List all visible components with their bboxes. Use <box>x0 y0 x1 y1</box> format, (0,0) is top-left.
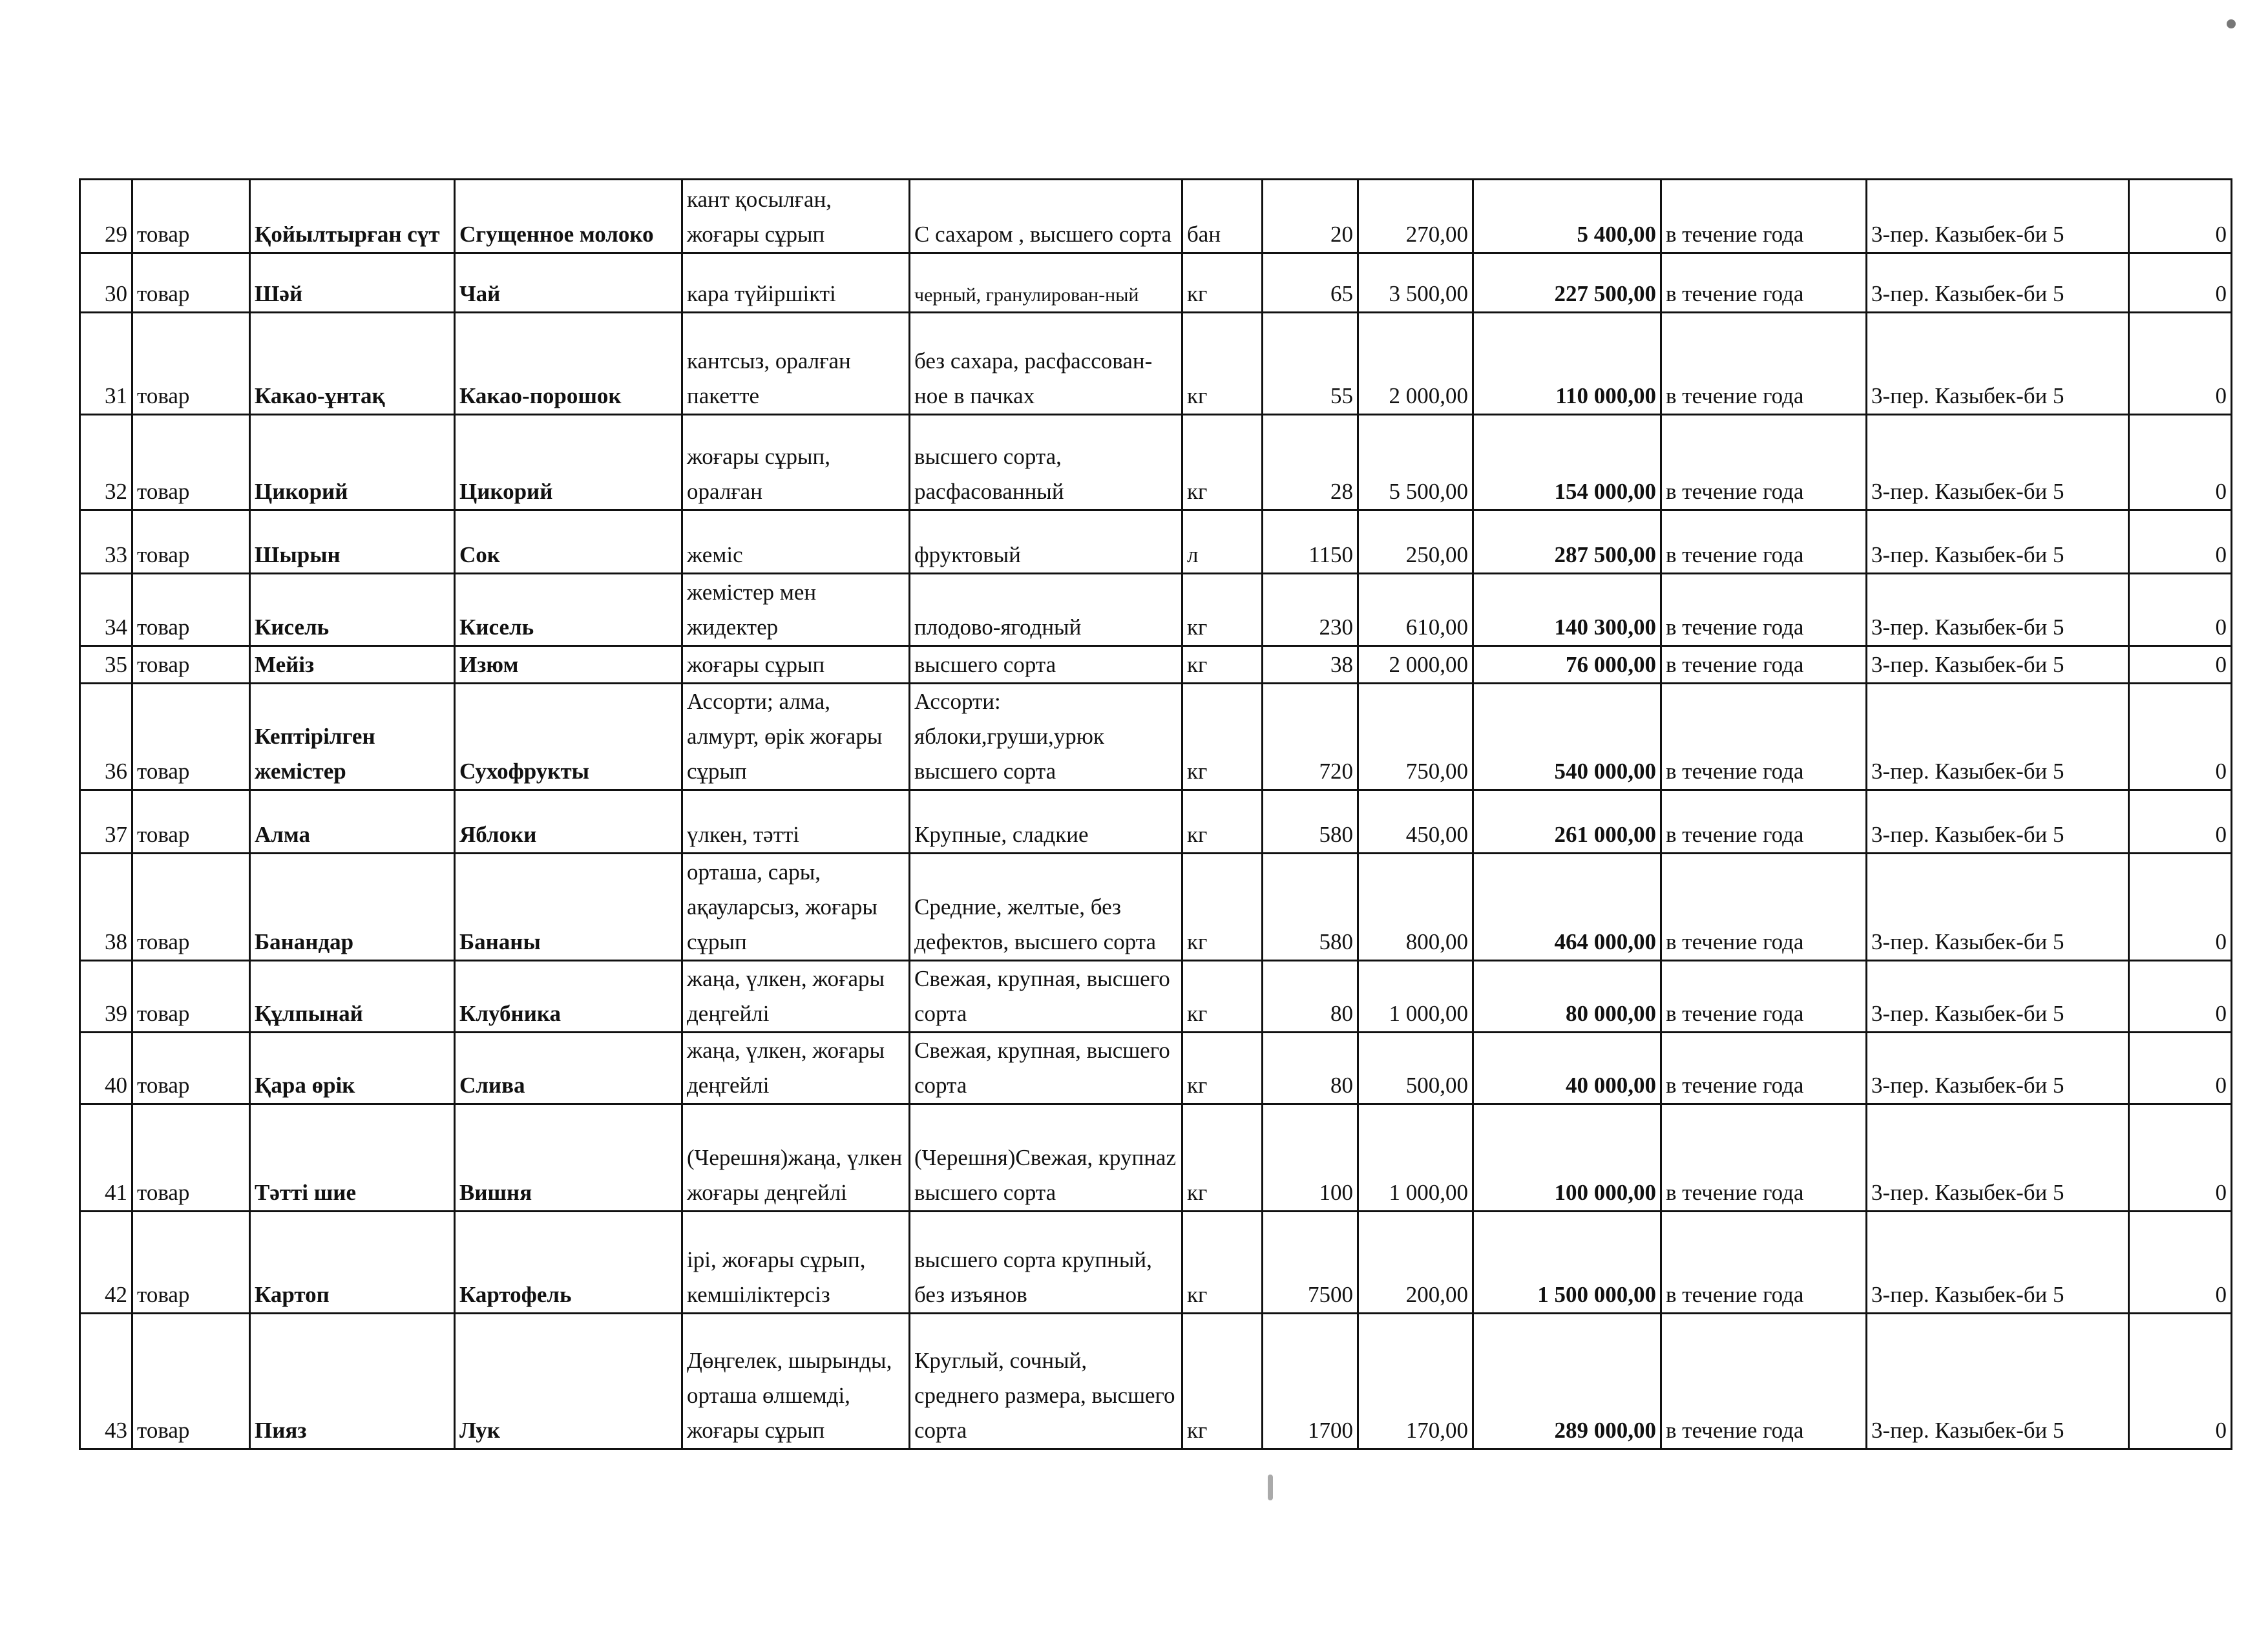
quantity: 580 <box>1263 790 1358 854</box>
product-description-ru: Свежая, крупная, высшего сорта <box>910 961 1182 1033</box>
row-type: товар <box>132 854 250 961</box>
advance-payment: 0 <box>2129 790 2232 854</box>
total-sum: 464 000,00 <box>1473 854 1661 961</box>
product-description-kz: жаңа, үлкен, жоғары деңгейлі <box>682 961 910 1033</box>
row-number: 36 <box>80 684 132 790</box>
row-number: 31 <box>80 313 132 415</box>
quantity: 38 <box>1263 646 1358 684</box>
unit-price: 170,00 <box>1358 1314 1473 1449</box>
scan-speck <box>2227 19 2236 28</box>
delivery-place: 3-пер. Казыбек-би 5 <box>1867 1104 2129 1212</box>
product-name-kz: Қойылтырған сүт <box>250 180 455 253</box>
quantity: 28 <box>1263 415 1358 510</box>
total-sum: 540 000,00 <box>1473 684 1661 790</box>
total-sum: 110 000,00 <box>1473 313 1661 415</box>
row-number: 35 <box>80 646 132 684</box>
quantity: 1150 <box>1263 510 1358 574</box>
row-number: 29 <box>80 180 132 253</box>
row-number: 42 <box>80 1212 132 1314</box>
total-sum: 80 000,00 <box>1473 961 1661 1033</box>
product-description-kz: кантсыз, оралған пакетте <box>682 313 910 415</box>
quantity: 65 <box>1263 253 1358 313</box>
table-row <box>80 854 2232 961</box>
product-description-kz: кара түйіршікті <box>682 253 910 313</box>
advance-payment: 0 <box>2129 684 2232 790</box>
total-sum: 154 000,00 <box>1473 415 1661 510</box>
total-sum: 100 000,00 <box>1473 1104 1661 1212</box>
unit: кг <box>1182 646 1263 684</box>
product-name-ru: Лук <box>455 1314 682 1449</box>
quantity: 20 <box>1263 180 1358 253</box>
product-name-ru: Изюм <box>455 646 682 684</box>
advance-payment: 0 <box>2129 1033 2232 1104</box>
advance-payment: 0 <box>2129 574 2232 646</box>
table-row <box>80 1314 2232 1449</box>
delivery-term: в течение года <box>1661 180 1867 253</box>
quantity: 80 <box>1263 1033 1358 1104</box>
advance-payment: 0 <box>2129 415 2232 510</box>
product-name-kz: Какао-ұнтақ <box>250 313 455 415</box>
product-name-ru: Вишня <box>455 1104 682 1212</box>
unit: кг <box>1182 854 1263 961</box>
delivery-place: 3-пер. Казыбек-би 5 <box>1867 961 2129 1033</box>
total-sum: 76 000,00 <box>1473 646 1661 684</box>
total-sum: 5 400,00 <box>1473 180 1661 253</box>
product-description-ru: черный, гранулирован-ный <box>910 253 1182 313</box>
table-row <box>80 180 2232 253</box>
unit-price: 750,00 <box>1358 684 1473 790</box>
product-name-kz: Картоп <box>250 1212 455 1314</box>
delivery-place: 3-пер. Казыбек-би 5 <box>1867 180 2129 253</box>
unit: кг <box>1182 1314 1263 1449</box>
delivery-place: 3-пер. Казыбек-би 5 <box>1867 415 2129 510</box>
row-type: товар <box>132 684 250 790</box>
product-description-ru: фруктовый <box>910 510 1182 574</box>
unit-price: 2 000,00 <box>1358 313 1473 415</box>
unit-price: 200,00 <box>1358 1212 1473 1314</box>
product-description-ru: высшего сорта, расфасованный <box>910 415 1182 510</box>
unit: кг <box>1182 253 1263 313</box>
row-type: товар <box>132 1212 250 1314</box>
unit: кг <box>1182 1033 1263 1104</box>
advance-payment: 0 <box>2129 510 2232 574</box>
advance-payment: 0 <box>2129 313 2232 415</box>
row-type: товар <box>132 646 250 684</box>
delivery-term: в течение года <box>1661 510 1867 574</box>
quantity: 55 <box>1263 313 1358 415</box>
row-type: товар <box>132 1314 250 1449</box>
product-description-kz: жаңа, үлкен, жоғары деңгейлі <box>682 1033 910 1104</box>
unit: кг <box>1182 961 1263 1033</box>
table-row <box>80 510 2232 574</box>
advance-payment: 0 <box>2129 1314 2232 1449</box>
product-description-ru: без сахара, расфассован-ное в пачках <box>910 313 1182 415</box>
row-number: 30 <box>80 253 132 313</box>
unit-price: 2 000,00 <box>1358 646 1473 684</box>
total-sum: 227 500,00 <box>1473 253 1661 313</box>
unit: кг <box>1182 790 1263 854</box>
product-name-ru: Клубника <box>455 961 682 1033</box>
product-name-ru: Яблоки <box>455 790 682 854</box>
product-description-ru: Свежая, крупная, высшего сорта <box>910 1033 1182 1104</box>
delivery-term: в течение года <box>1661 1314 1867 1449</box>
quantity: 580 <box>1263 854 1358 961</box>
delivery-place: 3-пер. Казыбек-би 5 <box>1867 253 2129 313</box>
delivery-term: в течение года <box>1661 253 1867 313</box>
table-body <box>80 180 2232 1449</box>
product-name-kz: Шырын <box>250 510 455 574</box>
product-name-kz: Тәтті шие <box>250 1104 455 1212</box>
product-description-ru: Круглый, сочный, среднего размера, высшего сорта <box>910 1314 1182 1449</box>
table-row <box>80 574 2232 646</box>
table-row <box>80 415 2232 510</box>
advance-payment: 0 <box>2129 253 2232 313</box>
row-number: 37 <box>80 790 132 854</box>
row-number: 34 <box>80 574 132 646</box>
product-description-kz: жемістер мен жидектер <box>682 574 910 646</box>
product-description-kz: жоғары сұрып, оралған <box>682 415 910 510</box>
row-number: 32 <box>80 415 132 510</box>
product-description-ru: Средние, желтые, без дефектов, высшего сорта <box>910 854 1182 961</box>
table-row <box>80 790 2232 854</box>
unit: кг <box>1182 313 1263 415</box>
row-number: 33 <box>80 510 132 574</box>
quantity: 7500 <box>1263 1212 1358 1314</box>
row-type: товар <box>132 510 250 574</box>
product-name-kz: Кисель <box>250 574 455 646</box>
delivery-term: в течение года <box>1661 1033 1867 1104</box>
delivery-place: 3-пер. Казыбек-би 5 <box>1867 1314 2129 1449</box>
delivery-term: в течение года <box>1661 1212 1867 1314</box>
unit-price: 5 500,00 <box>1358 415 1473 510</box>
product-name-ru: Сок <box>455 510 682 574</box>
delivery-place: 3-пер. Казыбек-би 5 <box>1867 684 2129 790</box>
scan-speck <box>1268 1475 1273 1500</box>
unit-price: 500,00 <box>1358 1033 1473 1104</box>
row-type: товар <box>132 180 250 253</box>
product-name-ru: Кисель <box>455 574 682 646</box>
table-row <box>80 1033 2232 1104</box>
unit: кг <box>1182 415 1263 510</box>
row-type: товар <box>132 961 250 1033</box>
advance-payment: 0 <box>2129 854 2232 961</box>
unit-price: 610,00 <box>1358 574 1473 646</box>
row-type: товар <box>132 313 250 415</box>
unit-price: 3 500,00 <box>1358 253 1473 313</box>
table-row <box>80 253 2232 313</box>
unit-price: 800,00 <box>1358 854 1473 961</box>
product-name-kz: Алма <box>250 790 455 854</box>
delivery-place: 3-пер. Казыбек-би 5 <box>1867 854 2129 961</box>
product-name-ru: Сухофрукты <box>455 684 682 790</box>
delivery-place: 3-пер. Казыбек-би 5 <box>1867 790 2129 854</box>
product-description-kz: ірі, жоғары сұрып, кемшіліктерсіз <box>682 1212 910 1314</box>
unit: кг <box>1182 684 1263 790</box>
quantity: 80 <box>1263 961 1358 1033</box>
delivery-place: 3-пер. Казыбек-би 5 <box>1867 1033 2129 1104</box>
product-name-kz: Мейіз <box>250 646 455 684</box>
product-name-ru: Слива <box>455 1033 682 1104</box>
product-description-kz: Дөңгелек, шырынды, орташа өлшемді, жоғары сұрып <box>682 1314 910 1449</box>
delivery-term: в течение года <box>1661 854 1867 961</box>
table-row <box>80 1212 2232 1314</box>
row-number: 40 <box>80 1033 132 1104</box>
quantity: 1700 <box>1263 1314 1358 1449</box>
unit: кг <box>1182 1212 1263 1314</box>
advance-payment: 0 <box>2129 1104 2232 1212</box>
quantity: 100 <box>1263 1104 1358 1212</box>
row-type: товар <box>132 1104 250 1212</box>
advance-payment: 0 <box>2129 1212 2232 1314</box>
product-description-kz: Ассорти; алма, алмурт, өрік жоғары сұрып <box>682 684 910 790</box>
row-number: 41 <box>80 1104 132 1212</box>
total-sum: 140 300,00 <box>1473 574 1661 646</box>
row-number: 43 <box>80 1314 132 1449</box>
goods-table <box>79 178 2232 1450</box>
unit-price: 1 000,00 <box>1358 961 1473 1033</box>
row-type: товар <box>132 790 250 854</box>
delivery-term: в течение года <box>1661 574 1867 646</box>
product-name-ru: Бананы <box>455 854 682 961</box>
delivery-term: в течение года <box>1661 646 1867 684</box>
unit: бан <box>1182 180 1263 253</box>
product-name-kz: Қара өрік <box>250 1033 455 1104</box>
product-name-ru: Сгущенное молоко <box>455 180 682 253</box>
delivery-place: 3-пер. Казыбек-би 5 <box>1867 574 2129 646</box>
quantity: 720 <box>1263 684 1358 790</box>
product-name-ru: Цикорий <box>455 415 682 510</box>
unit: л <box>1182 510 1263 574</box>
delivery-term: в течение года <box>1661 313 1867 415</box>
delivery-term: в течение года <box>1661 1104 1867 1212</box>
product-description-ru: С сахаром , высшего сорта <box>910 180 1182 253</box>
product-name-kz: Пияз <box>250 1314 455 1449</box>
delivery-term: в течение года <box>1661 684 1867 790</box>
row-type: товар <box>132 1033 250 1104</box>
row-number: 38 <box>80 854 132 961</box>
total-sum: 40 000,00 <box>1473 1033 1661 1104</box>
product-name-kz: Құлпынай <box>250 961 455 1033</box>
table-row <box>80 684 2232 790</box>
delivery-place: 3-пер. Казыбек-би 5 <box>1867 1212 2129 1314</box>
product-name-kz: Шәй <box>250 253 455 313</box>
table-row <box>80 646 2232 684</box>
delivery-term: в течение года <box>1661 790 1867 854</box>
row-type: товар <box>132 574 250 646</box>
unit-price: 1 000,00 <box>1358 1104 1473 1212</box>
product-description-kz: жоғары сұрып <box>682 646 910 684</box>
total-sum: 261 000,00 <box>1473 790 1661 854</box>
product-description-kz: (Черешня)жаңа, үлкен жоғары деңгейлі <box>682 1104 910 1212</box>
table-row <box>80 313 2232 415</box>
advance-payment: 0 <box>2129 180 2232 253</box>
delivery-place: 3-пер. Казыбек-би 5 <box>1867 646 2129 684</box>
delivery-place: 3-пер. Казыбек-би 5 <box>1867 510 2129 574</box>
product-description-kz: жеміс <box>682 510 910 574</box>
product-name-ru: Картофель <box>455 1212 682 1314</box>
product-name-ru: Какао-порошок <box>455 313 682 415</box>
total-sum: 1 500 000,00 <box>1473 1212 1661 1314</box>
delivery-term: в течение года <box>1661 415 1867 510</box>
unit: кг <box>1182 1104 1263 1212</box>
row-number: 39 <box>80 961 132 1033</box>
unit-price: 270,00 <box>1358 180 1473 253</box>
product-description-kz: кант қосылған, жоғары сұрып <box>682 180 910 253</box>
product-description-ru: Ассорти: яблоки,груши,урюк высшего сорта <box>910 684 1182 790</box>
product-name-kz: Банандар <box>250 854 455 961</box>
product-name-kz: Кептірілген жемістер <box>250 684 455 790</box>
delivery-place: 3-пер. Казыбек-би 5 <box>1867 313 2129 415</box>
product-description-kz: үлкен, тәтті <box>682 790 910 854</box>
product-description-ru: Крупные, сладкие <box>910 790 1182 854</box>
product-name-kz: Цикорий <box>250 415 455 510</box>
total-sum: 287 500,00 <box>1473 510 1661 574</box>
table-row <box>80 961 2232 1033</box>
product-description-kz: орташа, сары, ақауларсыз, жоғары сұрып <box>682 854 910 961</box>
quantity: 230 <box>1263 574 1358 646</box>
unit: кг <box>1182 574 1263 646</box>
row-type: товар <box>132 253 250 313</box>
advance-payment: 0 <box>2129 646 2232 684</box>
advance-payment: 0 <box>2129 961 2232 1033</box>
total-sum: 289 000,00 <box>1473 1314 1661 1449</box>
product-description-ru: высшего сорта крупный, без изъянов <box>910 1212 1182 1314</box>
unit-price: 250,00 <box>1358 510 1473 574</box>
product-description-ru: высшего сорта <box>910 646 1182 684</box>
delivery-term: в течение года <box>1661 961 1867 1033</box>
table-row <box>80 1104 2232 1212</box>
product-description-ru: плодово-ягодный <box>910 574 1182 646</box>
row-type: товар <box>132 415 250 510</box>
unit-price: 450,00 <box>1358 790 1473 854</box>
product-description-ru: (Черешня)Свежая, крупнаz высшего сорта <box>910 1104 1182 1212</box>
product-name-ru: Чай <box>455 253 682 313</box>
